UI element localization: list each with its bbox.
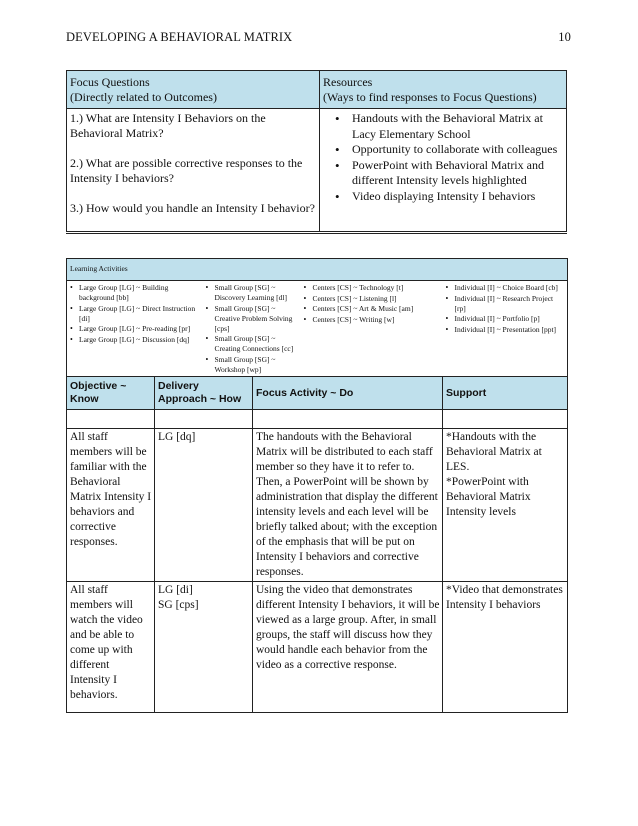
resources-title: Resources [323,75,373,89]
activity-item: • Large Group [LG] ~ Pre-reading [pr] [69,324,201,334]
spacer-cell [67,410,155,429]
activities-large-group [67,281,203,377]
activities-individual [443,281,568,377]
resource-item: • Handouts with the Behavioral Matrix at Lacy Elementary School [323,111,563,142]
activity-column-header: Focus Activity ~ Do [253,377,443,410]
spacer-cell [155,410,253,429]
focus-questions-header [67,71,320,109]
objective-cell: All staff members will watch the video and be able to come up with different Intensity I behaviors. [67,582,155,713]
focus-question: 2.) What are possible corrective responses to the Intensity I behaviors? [70,156,303,185]
delivery-code: LG [dq] [158,431,196,443]
objective-cell: All staff members will be familiar with the Behavioral Matrix Intensity I behaviors and corrective responses. [67,429,155,582]
activity-item: • Small Group [SG] ~ Creative Problem Solving [cps] [205,304,299,334]
resource-item: • Opportunity to collaborate with colleagues [323,142,563,158]
activity-item: • Small Group [SG] ~ Workshop [wp] [205,355,299,375]
delivery-cell [155,429,253,582]
resources-list [323,111,563,204]
activity-item: • Large Group [LG] ~ Building background [bb] [69,283,201,303]
activity-cell: Using the video that demonstrates different Intensity I behaviors, it will be viewed as a large group. After, in small groups, the staff will discuss how they would handle each behavior from the video as a corrective response. [253,582,443,713]
table-row [67,582,568,713]
spacer-cell [443,410,568,429]
spacer-cell [253,410,443,429]
delivery-cell [155,582,253,713]
table-row [67,429,568,582]
resources-header [320,71,567,109]
activity-item: • Individual [I] ~ Presentation [ppt] [445,325,566,335]
focus-questions-title: Focus Questions [70,75,150,89]
support-cell [443,582,568,713]
support-column-header: Support [443,377,568,410]
activity-item: • Individual [I] ~ Research Project [rp] [445,294,566,314]
resource-item: • Video displaying Intensity I behaviors [323,189,563,205]
objective-column-header: Objective ~ Know [67,377,155,410]
focus-questions-subtitle: (Directly related to Outcomes) [70,90,217,104]
activities-small-group [203,281,301,377]
resources-cell [320,109,567,233]
focus-question: 3.) How would you handle an Intensity I behavior? [70,201,315,215]
resource-item: • PowerPoint with Behavioral Matrix and different Intensity levels highlighted [323,158,563,189]
support-item: *Handouts with the Behavioral Matrix at LES. [446,431,542,473]
activity-item: • Centers [CS] ~ Listening [l] [303,294,441,304]
activity-item: • Centers [CS] ~ Technology [t] [303,283,441,293]
resources-subtitle: (Ways to find responses to Focus Questions) [323,90,537,104]
delivery-column-header: Delivery Approach ~ How [155,377,253,410]
activities-centers [301,281,443,377]
support-item: *Video that demonstrates Intensity I behaviors [446,584,563,611]
activity-item: • Individual [I] ~ Portfolio [p] [445,314,566,324]
activity-item: • Large Group [LG] ~ Discussion [dq] [69,335,201,345]
learning-activities-header: Learning Activities [67,259,568,281]
page-number: 10 [558,30,571,44]
support-cell [443,429,568,582]
activity-cell: The handouts with the Behavioral Matrix will be distributed to each staff member so they have it to refer to. Then, a PowerPoint will be shown by administration that display the different intensity levels and each level will be briefly talked about; with the exception of the emphasis that will be put on Intensity I behaviors and corrective responses. [253,429,443,582]
focus-questions-table [66,70,567,234]
document-title: DEVELOPING A BEHAVIORAL MATRIX [66,30,293,44]
focus-question: 1.) What are Intensity I Behaviors on the Behavioral Matrix? [70,111,266,140]
running-head [66,30,571,45]
activity-item: • Small Group [SG] ~ Discovery Learning [dl] [205,283,299,303]
support-item: *PowerPoint with Behavioral Matrix Intensity levels [446,476,531,518]
delivery-code: LG [di] [158,584,193,596]
spacer-row [67,410,568,429]
delivery-code: SG [cps] [158,599,199,611]
activity-item: • Centers [CS] ~ Art & Music [am] [303,304,441,314]
activity-item: • Centers [CS] ~ Writing [w] [303,315,441,325]
lesson-plan-table [66,258,568,713]
activity-item: • Large Group [LG] ~ Direct Instruction [di] [69,304,201,324]
activity-item: • Small Group [SG] ~ Creating Connections [cc] [205,334,299,354]
activity-item: • Individual [I] ~ Choice Board [cb] [445,283,566,293]
focus-questions-cell [67,109,320,233]
